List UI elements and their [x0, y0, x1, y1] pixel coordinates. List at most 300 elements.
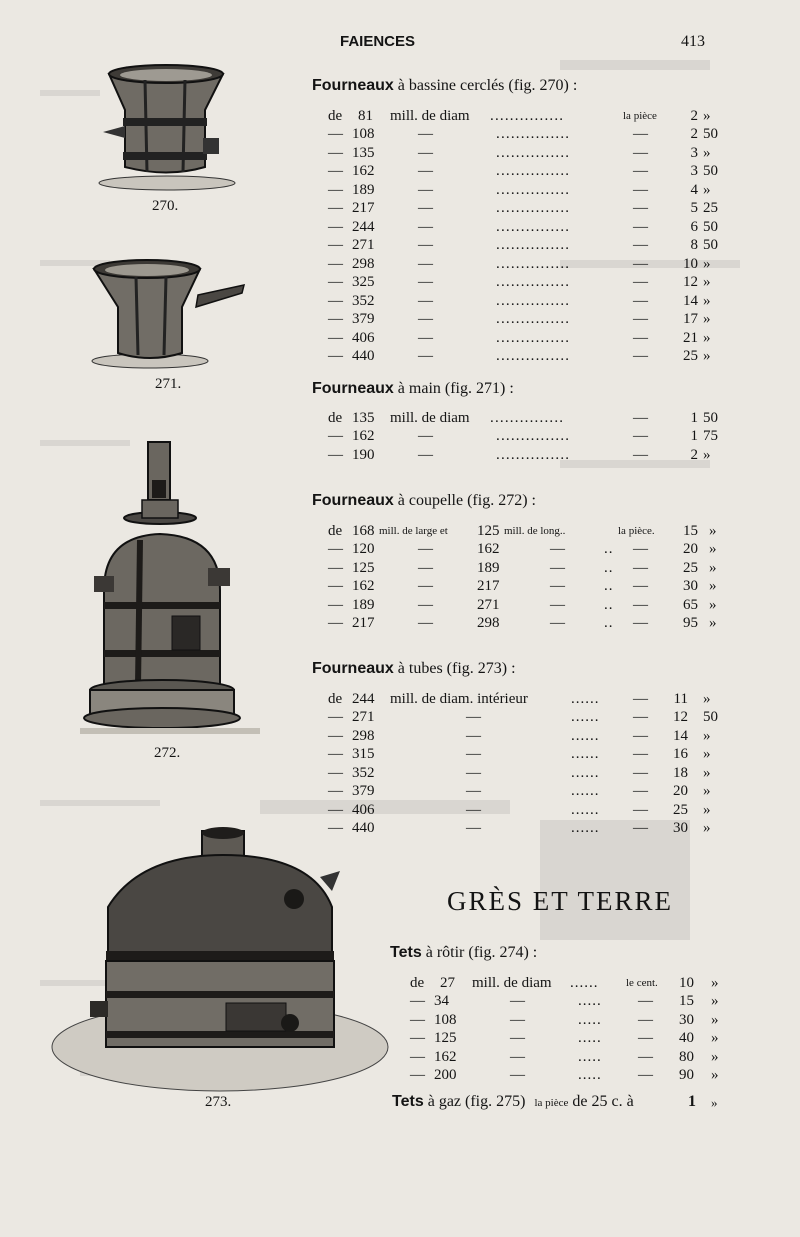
- dash: —: [328, 144, 343, 161]
- dash: —: [466, 709, 481, 725]
- table-row: [328, 597, 728, 616]
- dash: —: [633, 820, 648, 836]
- price-francs: 6: [690, 218, 698, 235]
- price-centimes: »: [703, 181, 711, 198]
- section-title-gres-et-terre: GRÈS ET TERRE: [446, 886, 674, 916]
- dash: —: [328, 348, 343, 364]
- dash: —: [633, 709, 648, 725]
- price-centimes: »: [703, 292, 711, 309]
- dash: —: [633, 255, 648, 272]
- table-row-first: [328, 691, 728, 710]
- line-tets-gaz: [392, 1093, 634, 1111]
- dash: —: [328, 163, 343, 179]
- price-francs: 14: [673, 727, 688, 744]
- dash: —: [328, 311, 343, 327]
- dash: —: [418, 181, 433, 198]
- leader-dots: ......: [571, 764, 600, 781]
- dash: —: [633, 727, 648, 744]
- leader-dots: ...............: [496, 428, 571, 444]
- heading-rest: à coupelle (fig. 272) :: [393, 492, 536, 509]
- dash: —: [328, 764, 343, 781]
- de-label: de: [410, 975, 425, 991]
- price-centimes: »: [709, 596, 717, 613]
- dash: —: [633, 428, 648, 444]
- price-centimes: »: [703, 144, 711, 161]
- table-row-first: [410, 975, 740, 994]
- heading-bold: Fourneaux: [312, 660, 394, 677]
- diameter-value: 27: [440, 975, 455, 991]
- table-row: [328, 237, 728, 256]
- diameter-value: 406: [352, 329, 375, 346]
- heading-rest: à main (fig. 271) :: [393, 380, 514, 397]
- dash: —: [633, 615, 648, 631]
- dash: —: [638, 1030, 653, 1046]
- price-francs: 12: [673, 709, 688, 725]
- price-francs: 30: [679, 1011, 694, 1028]
- dash: —: [466, 764, 481, 781]
- price-centimes: »: [709, 615, 717, 631]
- length-value: 125: [477, 523, 500, 539]
- table-row: [410, 1067, 740, 1086]
- dash: —: [410, 1011, 425, 1028]
- diameter-value: 135: [352, 410, 375, 426]
- price-range: de 25 c. à: [572, 1093, 634, 1110]
- length-value: 217: [477, 578, 500, 594]
- heading-bold: Fourneaux: [312, 492, 394, 509]
- diameter-value: 125: [434, 1030, 457, 1046]
- price-centimes: »: [703, 255, 711, 272]
- leader-dots: ...............: [496, 181, 571, 198]
- dash: —: [633, 348, 648, 364]
- price-francs: 8: [690, 237, 698, 253]
- price-centimes: 50: [703, 237, 718, 253]
- furnace-fig-270-illustration: [95, 62, 240, 197]
- table-row: [328, 163, 728, 182]
- diameter-value: 135: [352, 144, 375, 161]
- leader-dots: ...............: [496, 274, 571, 290]
- diameter-value: 244: [352, 218, 375, 235]
- price-francs: 20: [673, 783, 688, 799]
- dash: —: [418, 446, 433, 463]
- leader-dots: ..: [604, 541, 614, 557]
- dash: —: [633, 181, 648, 198]
- heading-bold: Tets: [392, 1093, 424, 1110]
- dash: —: [466, 783, 481, 799]
- price-centimes: »: [703, 311, 711, 327]
- dash: —: [466, 727, 481, 744]
- de-label: de: [328, 108, 343, 124]
- diameter-value: 352: [352, 292, 375, 309]
- dash: —: [418, 218, 433, 235]
- table-row: [328, 428, 728, 447]
- table-row: [328, 615, 728, 634]
- table-row: [410, 993, 740, 1012]
- price-francs: 30: [673, 820, 688, 836]
- price-centimes: 50: [703, 218, 718, 235]
- diameter-value: 352: [352, 764, 375, 781]
- diameter-value: 34: [434, 993, 449, 1009]
- furnace-fig-273-illustration: [50, 825, 390, 1093]
- width-value: 120: [352, 541, 375, 557]
- dash: —: [418, 200, 433, 216]
- leader-dots: ...............: [496, 237, 571, 253]
- leader-dots: ......: [571, 801, 600, 818]
- dash: —: [418, 348, 433, 364]
- price-centimes: »: [711, 975, 719, 991]
- price-centimes: »: [703, 727, 711, 744]
- diameter-value: 189: [352, 181, 375, 198]
- price-table-tubes: [328, 691, 728, 710]
- figure-label-273: 273.: [205, 1094, 232, 1110]
- diameter-value: 81: [358, 108, 373, 124]
- dash: —: [328, 596, 343, 613]
- table-row: [328, 293, 728, 312]
- figure-label-272: 272.: [154, 745, 181, 761]
- dash: —: [418, 144, 433, 161]
- diameter-value: 190: [352, 446, 375, 463]
- price-centimes: »: [703, 329, 711, 346]
- leader-dots: ...............: [496, 218, 571, 235]
- dash: —: [633, 578, 648, 594]
- price-francs: 90: [679, 1067, 694, 1083]
- dash: —: [328, 783, 343, 799]
- dash: —: [638, 1048, 653, 1065]
- unit-label: mill. de diam: [390, 410, 470, 426]
- dash: —: [328, 578, 343, 594]
- price-centimes: 50: [703, 709, 718, 725]
- table-row: [328, 560, 728, 579]
- dash: —: [418, 237, 433, 253]
- price-centimes: »: [703, 691, 711, 707]
- price-francs: 16: [673, 746, 688, 762]
- dash: —: [418, 428, 433, 444]
- dash: —: [410, 1030, 425, 1046]
- unit-label: mill. de diam: [472, 975, 552, 991]
- diameter-value: 217: [352, 200, 375, 216]
- dash: —: [638, 993, 653, 1009]
- price-centimes: »: [703, 108, 711, 124]
- leader-dots: ..: [604, 615, 614, 631]
- leader-dots: .....: [578, 1067, 602, 1083]
- dash: —: [638, 1067, 653, 1083]
- price-centimes: »: [709, 541, 717, 557]
- dash: —: [328, 126, 343, 142]
- diameter-value: 440: [352, 348, 375, 364]
- dash: —: [418, 329, 433, 346]
- dash: —: [418, 292, 433, 309]
- dash: —: [328, 615, 343, 631]
- table-row: [328, 200, 728, 219]
- heading-bold: Fourneaux: [312, 77, 394, 94]
- leader-dots: ...............: [496, 255, 571, 272]
- dash: —: [328, 559, 343, 576]
- heading-bold: Tets: [390, 944, 422, 961]
- price-table-coupelle: [328, 523, 728, 542]
- price-francs: 25: [683, 559, 698, 576]
- price-francs: 18: [673, 764, 688, 781]
- table-row: [328, 578, 728, 597]
- price-francs: 10: [683, 255, 698, 272]
- leader-dots: ...............: [496, 292, 571, 309]
- dash: —: [328, 541, 343, 557]
- dash: —: [418, 311, 433, 327]
- table-row: [328, 820, 728, 839]
- dash: —: [633, 541, 648, 557]
- price-centimes: 50: [703, 163, 718, 179]
- dash: —: [633, 746, 648, 762]
- table-row: [410, 1012, 740, 1031]
- length-value: 271: [477, 596, 500, 613]
- dash: —: [328, 746, 343, 762]
- dash: —: [633, 801, 648, 818]
- price-table-bassine-rows: [328, 126, 728, 367]
- table-row: [328, 256, 728, 275]
- dash: —: [328, 329, 343, 346]
- dash: —: [510, 1011, 525, 1028]
- width-value: 217: [352, 615, 375, 631]
- width-value: 189: [352, 596, 375, 613]
- price-centimes: »: [709, 578, 717, 594]
- width-unit: mill. de large et: [379, 525, 448, 537]
- dash: —: [328, 181, 343, 198]
- leader-dots: .....: [578, 993, 602, 1009]
- dash: —: [633, 410, 648, 426]
- dash: —: [633, 292, 648, 309]
- price-centimes: »: [703, 801, 711, 818]
- diameter-value: 271: [352, 709, 375, 725]
- dash: —: [328, 801, 343, 818]
- table-row: [328, 145, 728, 164]
- table-row: [328, 783, 728, 802]
- leader-dots: ..: [604, 559, 614, 576]
- diameter-value: 200: [434, 1067, 457, 1083]
- dash: —: [633, 311, 648, 327]
- price-francs: 15: [683, 523, 698, 539]
- dash: —: [510, 1048, 525, 1065]
- diameter-value: 108: [352, 126, 375, 142]
- dash: —: [328, 274, 343, 290]
- dash: —: [550, 615, 565, 631]
- table-row: [328, 311, 728, 330]
- heading-bold: Fourneaux: [312, 380, 394, 397]
- leader-dots: .....: [578, 1030, 602, 1046]
- dash: —: [328, 446, 343, 463]
- dash: —: [550, 596, 565, 613]
- price-centimes: »: [703, 348, 711, 364]
- price-centimes: 50: [703, 126, 718, 142]
- leader-dots: ...............: [496, 163, 571, 179]
- price-table-tets: [410, 975, 740, 994]
- leader-dots: ...............: [496, 200, 571, 216]
- price-francs: 14: [683, 292, 698, 309]
- price-centimes: »: [711, 993, 719, 1009]
- heading-rest: à tubes (fig. 273) :: [393, 660, 516, 677]
- leader-dots: ......: [570, 975, 599, 991]
- quantity-unit: le cent.: [626, 977, 658, 989]
- diameter-value: 108: [434, 1011, 457, 1028]
- dash: —: [633, 329, 648, 346]
- dash: —: [328, 292, 343, 309]
- price-francs: 2: [690, 108, 698, 124]
- price-francs: 20: [683, 541, 698, 557]
- section-heading-coupelle: [312, 492, 536, 510]
- length-value: 189: [477, 559, 500, 576]
- price-centimes: »: [711, 1067, 719, 1083]
- price-table-main-rows: [328, 428, 728, 465]
- de-label: de: [328, 410, 343, 426]
- tets-gaz-price-centimes: »: [711, 1095, 718, 1110]
- dash: —: [466, 820, 481, 836]
- de-label: de: [328, 523, 343, 539]
- price-table-main: [328, 410, 728, 429]
- dash: —: [418, 596, 433, 613]
- dash: —: [410, 1048, 425, 1065]
- dash: —: [510, 1030, 525, 1046]
- leader-dots: ..: [604, 578, 614, 594]
- table-row: [328, 746, 728, 765]
- dash: —: [550, 541, 565, 557]
- price-francs: 2: [690, 126, 698, 142]
- diameter-value: 271: [352, 237, 375, 253]
- price-centimes: »: [703, 820, 711, 836]
- table-row: [328, 709, 728, 728]
- furnace-fig-271-illustration: [88, 255, 248, 375]
- dash: —: [633, 163, 648, 179]
- price-francs: 95: [683, 615, 698, 631]
- dash: —: [633, 218, 648, 235]
- dash: —: [418, 163, 433, 179]
- quantity-unit: la pièce: [534, 1097, 569, 1109]
- table-row: [328, 541, 728, 560]
- de-label: de: [328, 691, 343, 707]
- leader-dots: ...............: [490, 108, 565, 124]
- table-row: [328, 126, 728, 145]
- price-francs: 4: [690, 181, 698, 198]
- price-centimes: »: [703, 446, 711, 463]
- dash: —: [633, 559, 648, 576]
- leader-dots: ......: [571, 709, 600, 725]
- table-row: [328, 274, 728, 293]
- price-francs: 80: [679, 1048, 694, 1065]
- price-francs: 25: [683, 348, 698, 364]
- figure-label-270: 270.: [152, 198, 179, 214]
- price-centimes: »: [703, 764, 711, 781]
- diameter-value: 298: [352, 727, 375, 744]
- dash: —: [633, 783, 648, 799]
- quantity-unit: la pièce.: [618, 525, 655, 537]
- diameter-value: 162: [352, 163, 375, 179]
- dash: —: [328, 820, 343, 836]
- table-row: [328, 330, 728, 349]
- price-francs: 1: [690, 428, 698, 444]
- leader-dots: ..: [604, 596, 614, 613]
- price-table-tets-rows: [410, 993, 740, 1086]
- dash: —: [328, 200, 343, 216]
- dash: —: [418, 541, 433, 557]
- table-row: [328, 447, 728, 466]
- price-francs: 11: [673, 691, 688, 707]
- table-row: [328, 219, 728, 238]
- leader-dots: .....: [578, 1048, 602, 1065]
- dash: —: [633, 691, 648, 707]
- price-francs: 30: [683, 578, 698, 594]
- diameter-value: 406: [352, 801, 375, 818]
- furnace-fig-272-illustration: [80, 440, 265, 745]
- dash: —: [633, 126, 648, 142]
- dash: —: [410, 1067, 425, 1083]
- leader-dots: ......: [571, 691, 600, 707]
- leader-dots: ...............: [490, 410, 565, 426]
- dash: —: [328, 237, 343, 253]
- diameter-value: 162: [434, 1048, 457, 1065]
- dash: —: [510, 1067, 525, 1083]
- price-centimes: »: [711, 1011, 719, 1028]
- price-francs: 1: [690, 410, 698, 426]
- diameter-value: 379: [352, 783, 375, 799]
- table-row: [410, 1030, 740, 1049]
- dash: —: [328, 218, 343, 235]
- section-heading-tets-rotir: [390, 944, 537, 962]
- diameter-value: 325: [352, 274, 375, 290]
- leader-dots: ......: [571, 820, 600, 836]
- table-row: [328, 348, 728, 367]
- price-francs: 40: [679, 1030, 694, 1046]
- leader-dots: ...............: [496, 144, 571, 161]
- price-francs: 25: [673, 801, 688, 818]
- dash: —: [638, 1011, 653, 1028]
- dash: —: [633, 596, 648, 613]
- table-row: [410, 1049, 740, 1068]
- unit-label: mill. de diam. intérieur: [390, 691, 528, 707]
- section-heading-bassine: [312, 77, 577, 95]
- dash: —: [328, 727, 343, 744]
- price-francs: 2: [690, 446, 698, 463]
- tets-gaz-price-francs: 1: [688, 1093, 696, 1110]
- price-francs: 21: [683, 329, 698, 346]
- price-centimes: »: [709, 523, 717, 539]
- table-row: [328, 728, 728, 747]
- diameter-value: 379: [352, 311, 375, 327]
- price-centimes: »: [711, 1030, 719, 1046]
- page-number: 413: [681, 33, 705, 50]
- length-value: 162: [477, 541, 500, 557]
- dash: —: [633, 764, 648, 781]
- length-unit: mill. de long..: [504, 525, 566, 537]
- width-value: 162: [352, 578, 375, 594]
- price-francs: 65: [683, 596, 698, 613]
- diameter-value: 298: [352, 255, 375, 272]
- price-centimes: 50: [703, 410, 718, 426]
- price-francs: 5: [690, 200, 698, 216]
- leader-dots: ......: [571, 783, 600, 799]
- table-row-first: [328, 523, 728, 542]
- diameter-value: 315: [352, 746, 375, 762]
- dash: —: [633, 144, 648, 161]
- dash: —: [550, 559, 565, 576]
- unit-label: mill. de diam: [390, 108, 470, 124]
- dash: —: [510, 993, 525, 1009]
- leader-dots: ...............: [496, 446, 571, 463]
- dash: —: [328, 255, 343, 272]
- price-francs: 3: [690, 163, 698, 179]
- dash: —: [550, 578, 565, 594]
- table-row-first: [328, 410, 728, 429]
- price-francs: 3: [690, 144, 698, 161]
- dash: —: [328, 428, 343, 444]
- price-centimes: »: [703, 746, 711, 762]
- running-header: FAIENCES: [340, 33, 416, 50]
- price-table-bassine: [328, 108, 728, 127]
